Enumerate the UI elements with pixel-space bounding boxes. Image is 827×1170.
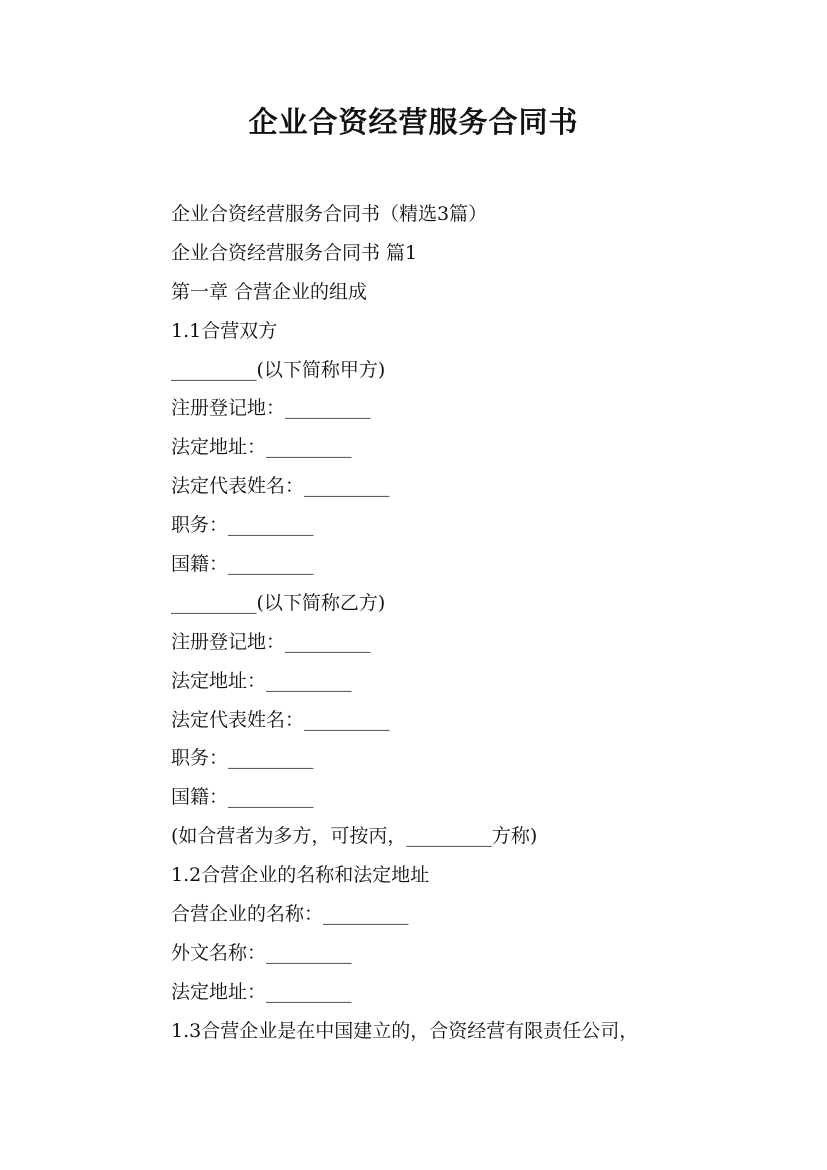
party-a-representative-field: 法定代表姓名：_________	[171, 475, 390, 498]
clause-heading: 1.1合营双方	[171, 319, 278, 342]
party-a-registration-field: 注册登记地：_________	[171, 397, 371, 420]
clause-heading: 1.2合营企业的名称和法定地址	[171, 864, 430, 887]
section-heading-line: 企业合资经营服务合同书 篇1	[171, 241, 418, 264]
document-body	[171, 195, 771, 1051]
clause-text: 1.3合营企业是在中国建立的，合资经营有限责任公司，	[171, 1019, 639, 1042]
party-a-address-field: 法定地址：_________	[171, 436, 352, 459]
document-title: 企业合资经营服务合同书	[248, 105, 579, 139]
jv-name-field: 合营企业的名称：_________	[171, 903, 409, 926]
multi-party-note: (如合营者为多方，可按丙，_________方称)	[171, 825, 538, 848]
party-a-position-field: 职务：_________	[171, 514, 314, 537]
chapter-heading: 第一章 合营企业的组成	[171, 280, 368, 303]
subtitle-line: 企业合资经营服务合同书（精选3篇）	[171, 203, 488, 225]
jv-foreign-name-field: 外文名称：_________	[171, 941, 352, 964]
party-a-nationality-field: 国籍：_________	[171, 553, 314, 576]
party-b-address-field: 法定地址：_________	[171, 669, 352, 692]
party-b-registration-field: 注册登记地：_________	[171, 630, 371, 653]
party-b-position-field: 职务：_________	[171, 747, 314, 770]
party-b-nationality-field: 国籍：_________	[171, 786, 314, 809]
jv-address-field: 法定地址：_________	[171, 980, 352, 1003]
party-a-name-field: _________(以下简称甲方)	[171, 358, 386, 381]
party-b-representative-field: 法定代表姓名：_________	[171, 708, 390, 731]
party-b-name-field: _________(以下简称乙方)	[171, 591, 386, 614]
